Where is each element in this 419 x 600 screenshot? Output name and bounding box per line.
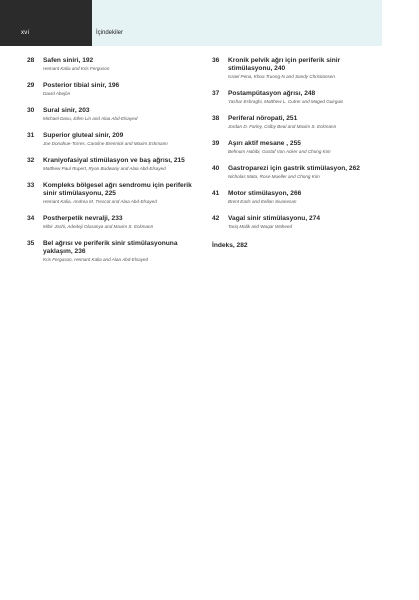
chapter-number: 38 [212, 115, 220, 122]
chapter-title[interactable]: Periferal nöropati, 251 [228, 115, 298, 122]
chapter-authors: Behnum Habibi, Gustaf Van Acker and Chong Kim [228, 149, 331, 154]
chapter-authors: Michael Dasu, Ellen Lin and Alaa Abd-Elsayed [43, 116, 138, 121]
chapter-number: 34 [27, 215, 35, 222]
toc-entry[interactable] [27, 132, 197, 147]
entry-body [228, 90, 382, 105]
toc-entry[interactable] [212, 57, 382, 80]
toc-entry[interactable] [212, 165, 382, 180]
toc-entry[interactable] [27, 240, 197, 263]
chapter-title[interactable]: Kraniyofasiyal stimülasyon ve baş ağrısı, 215 [43, 157, 185, 164]
chapter-authors: David Abejón [43, 91, 71, 96]
chapter-title[interactable]: Aşırı aktif mesane , 255 [228, 140, 301, 147]
entry-body [43, 240, 197, 263]
header-dark-block [0, 0, 92, 46]
chapter-title[interactable]: Superior gluteal sinir, 209 [43, 132, 124, 139]
toc-entry[interactable] [212, 115, 382, 130]
toc-entry[interactable] [27, 157, 197, 172]
entry-body [43, 157, 197, 172]
entry-body [228, 215, 382, 230]
entry-body [43, 132, 197, 147]
chapter-title[interactable]: Posterior tibial sinir, 196 [43, 82, 120, 89]
chapter-authors: Yashar Eshraghi, Matthew L. Cutrer and Maged Guirguis [228, 99, 344, 104]
chapter-number: 42 [212, 215, 220, 222]
chapter-title[interactable]: Postampütasyon ağrısı, 248 [228, 90, 316, 97]
entry-body [43, 215, 197, 230]
chapter-authors: Israel Pena, Khoa Truong-N and Sandy Christiansen [228, 74, 335, 79]
toc-entry[interactable] [212, 90, 382, 105]
chapter-title[interactable]: Sural sinir, 203 [43, 107, 90, 114]
chapter-authors: Brent Earls and Eellan Sivanesan [228, 199, 297, 204]
toc-left-column [27, 57, 197, 273]
chapter-authors: Tariq Malik and Waqar Waheed [228, 224, 293, 229]
toc-entry[interactable] [212, 215, 382, 230]
chapter-title[interactable]: Safen siniri, 192 [43, 57, 94, 64]
toc-right-column [212, 57, 382, 250]
toc-entry[interactable] [27, 182, 197, 205]
chapter-number: 32 [27, 157, 35, 164]
toc-entry[interactable] [27, 107, 197, 122]
entry-body [228, 165, 382, 180]
chapter-number: 41 [212, 190, 220, 197]
toc-entry[interactable] [212, 190, 382, 205]
section-title: İçindekiler [96, 30, 124, 36]
toc-entry[interactable] [27, 57, 197, 72]
toc-entry[interactable] [27, 82, 197, 97]
chapter-authors: Nicholas Mata, Rose Mueller and Chong Kim [228, 174, 320, 179]
chapter-authors: Jordan D. Farley, Colby Beal and Maxim S. Eckmann [228, 124, 337, 129]
entry-body [43, 182, 197, 205]
chapter-number: 29 [27, 82, 35, 89]
chapter-title[interactable]: Bel ağrısı ve periferik sinir stimülasyonuna yaklaşım, 236 [43, 240, 178, 255]
toc-entry[interactable] [212, 140, 382, 155]
entry-body [228, 115, 382, 130]
chapter-number: 28 [27, 57, 35, 64]
entry-body [228, 57, 382, 80]
entry-body [43, 107, 197, 122]
chapter-authors: Mihir Joshi, Adedeji Olusanya and Maxim S. Eckmann [43, 224, 154, 229]
toc-entry[interactable] [27, 215, 197, 230]
chapter-title[interactable]: Motor stimülasyon, 266 [228, 190, 302, 197]
chapter-authors: Matthew Paul Rupert, Ryan Budwany and Alaa Abd-Elsayed [43, 166, 166, 171]
chapter-number: 35 [27, 240, 35, 247]
chapter-number: 37 [212, 90, 220, 97]
chapter-number: 31 [27, 132, 35, 139]
chapter-authors: Joe Donahue-Torres, Caroline Brennick and Maxim Eckmann [43, 141, 168, 146]
entry-body [43, 82, 197, 97]
entry-body [228, 190, 382, 205]
chapter-authors: Kris Ferguson, Hemant Kalia and Alaa Abd-Elsayed [43, 257, 149, 262]
chapter-number: 40 [212, 165, 220, 172]
chapter-authors: Hemant Kalia and Kris Ferguson [43, 66, 110, 71]
chapter-title[interactable]: Gastroparezi için gastrik stimülasyon, 262 [228, 165, 360, 172]
chapter-title[interactable]: Vagal sinir stimülasyonu, 274 [228, 215, 320, 222]
chapter-number: 33 [27, 182, 35, 189]
chapter-number: 36 [212, 57, 220, 64]
page-number: xvi [21, 30, 30, 36]
chapter-title[interactable]: Kompleks bölgesel ağrı sendromu için periferik sinir stimülasyonu, 225 [43, 182, 192, 197]
chapter-authors: Hemant Kalia, Andrea M. Trescot and Alaa Abd-Elsayed [43, 199, 157, 204]
entry-body [228, 140, 382, 155]
index-entry[interactable]: İndeks, 282 [212, 242, 248, 249]
chapter-title[interactable]: Postherpetik nevralji, 233 [43, 215, 123, 222]
chapter-title[interactable]: Kronik pelvik ağrı için periferik sinir stimülasyonu, 240 [228, 57, 341, 72]
header-light-block [92, 0, 382, 46]
chapter-number: 39 [212, 140, 220, 147]
chapter-number: 30 [27, 107, 35, 114]
entry-body [43, 57, 197, 72]
page-header [0, 0, 382, 46]
